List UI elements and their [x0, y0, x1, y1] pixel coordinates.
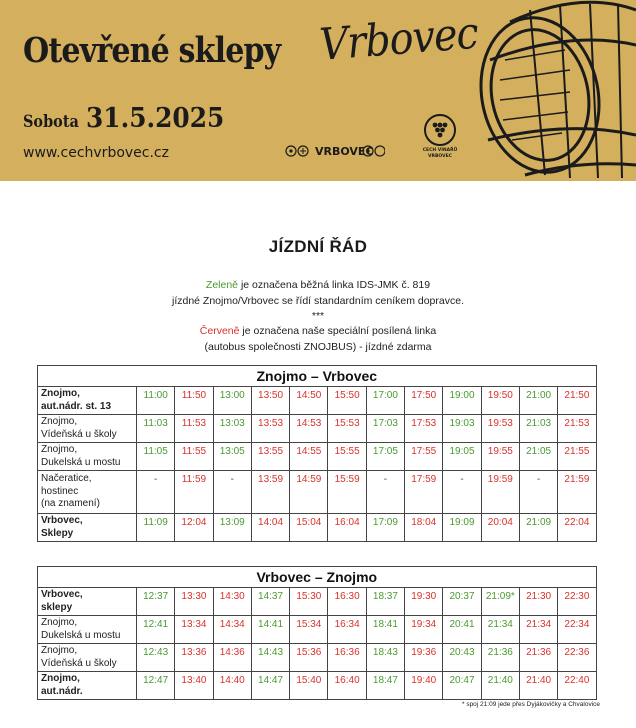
departure-time: 12:47	[137, 672, 175, 700]
timetable-caption: Vrbovec – Znojmo	[38, 567, 597, 588]
departure-time: 22:40	[558, 672, 596, 700]
departure-time: 13:05	[213, 443, 251, 471]
departure-time: 12:41	[137, 616, 175, 644]
departure-time: 15:30	[290, 588, 328, 616]
departure-time: 14:41	[251, 616, 289, 644]
departure-time: 13:00	[213, 387, 251, 415]
departure-time: 21:53	[558, 415, 596, 443]
departure-time: 18:47	[366, 672, 404, 700]
departure-time: 17:55	[405, 443, 443, 471]
departure-time: 16:04	[328, 514, 366, 542]
red-label: Červeně	[199, 325, 240, 337]
departure-time: 15:59	[328, 471, 366, 514]
stop-name: Vrbovec, Sklepy	[38, 514, 137, 542]
departure-time: 14:53	[290, 415, 328, 443]
departure-time: 16:36	[328, 644, 366, 672]
departure-time: 22:04	[558, 514, 596, 542]
departure-time: 19:09	[443, 514, 481, 542]
timetable-znojmo-vrbovec	[37, 365, 597, 542]
departure-time: 18:41	[366, 616, 404, 644]
departure-time: 16:30	[328, 588, 366, 616]
event-date: 31.5.2025	[86, 103, 225, 134]
departure-time: 13:36	[175, 644, 213, 672]
table-row	[38, 672, 597, 700]
departure-time: 19:05	[443, 443, 481, 471]
departure-time: 14:04	[251, 514, 289, 542]
departure-time: 14:36	[213, 644, 251, 672]
departure-time: 20:47	[443, 672, 481, 700]
departure-time: 13:55	[251, 443, 289, 471]
note-line-4: (autobus společnosti ZNOJBUS) - jízdné zdarma	[204, 341, 432, 353]
departure-time: 13:40	[175, 672, 213, 700]
departure-time: 13:09	[213, 514, 251, 542]
table-row	[38, 387, 597, 415]
departure-time: 19:50	[481, 387, 519, 415]
departure-time: 13:30	[175, 588, 213, 616]
departure-time: 13:59	[251, 471, 289, 514]
green-label: Zeleně	[205, 279, 239, 291]
departure-time: 12:43	[137, 644, 175, 672]
departure-time: 21:59	[558, 471, 596, 514]
guild-logo	[420, 113, 460, 173]
departure-time: 18:04	[405, 514, 443, 542]
departure-time: 17:05	[366, 443, 404, 471]
vrbovec-logo	[285, 143, 385, 161]
event-title: Otevřené sklepy	[23, 30, 281, 71]
departure-time: -	[213, 471, 251, 514]
departure-time: 21:40	[481, 672, 519, 700]
departure-time: 20:37	[443, 588, 481, 616]
departure-time: 19:40	[405, 672, 443, 700]
departure-time: -	[137, 471, 175, 514]
departure-time: 19:34	[405, 616, 443, 644]
departure-time: 16:40	[328, 672, 366, 700]
stop-name: Znojmo, Vídeňská u školy	[38, 415, 137, 443]
departure-time: 21:55	[558, 443, 596, 471]
barrel-illustration	[470, 0, 636, 181]
departure-time: 17:53	[405, 415, 443, 443]
departure-time: 21:00	[519, 387, 557, 415]
departure-time: 11:55	[175, 443, 213, 471]
departure-time: 19:03	[443, 415, 481, 443]
departure-time: 19:00	[443, 387, 481, 415]
departure-time: -	[519, 471, 557, 514]
departure-time: 13:50	[251, 387, 289, 415]
table-row	[38, 443, 597, 471]
stop-name: Znojmo, aut.nádr.	[38, 672, 137, 700]
note-separator: ***	[311, 310, 325, 322]
departure-time: 14:55	[290, 443, 328, 471]
departure-time: 17:03	[366, 415, 404, 443]
stop-name: Vrbovec, sklepy	[38, 588, 137, 616]
stop-name: Znojmo, Dukelská u mostu	[38, 616, 137, 644]
vrbovec-logo-text: VRBOVEC	[315, 145, 374, 158]
departure-time: 13:03	[213, 415, 251, 443]
departure-time: 21:05	[519, 443, 557, 471]
departure-time: 13:34	[175, 616, 213, 644]
departure-time: 19:36	[405, 644, 443, 672]
departure-time: 15:53	[328, 415, 366, 443]
departure-time: 19:55	[481, 443, 519, 471]
departure-time: -	[443, 471, 481, 514]
departure-time: 15:04	[290, 514, 328, 542]
note-line-2: jízdné Znojmo/Vrbovec se řídí standardním ceníkem dopravce.	[171, 295, 464, 307]
departure-time: 13:53	[251, 415, 289, 443]
event-website: www.cechvrbovec.cz	[23, 145, 169, 161]
departure-time: 15:34	[290, 616, 328, 644]
departure-time: 21:40	[519, 672, 557, 700]
note-line-3-text: je označena naše speciální posílená linka	[239, 325, 437, 337]
departure-time: 11:03	[137, 415, 175, 443]
departure-time: 22:34	[558, 616, 596, 644]
departure-time: 19:59	[481, 471, 519, 514]
departure-time: 14:43	[251, 644, 289, 672]
departure-time: 14:50	[290, 387, 328, 415]
guild-logo-line2: VRBOVEC	[428, 154, 452, 159]
departure-time: 11:53	[175, 415, 213, 443]
departure-time: 17:00	[366, 387, 404, 415]
departure-time: 21:09	[519, 514, 557, 542]
departure-time: 21:09*	[481, 588, 519, 616]
departure-time: 19:30	[405, 588, 443, 616]
departure-time: 22:36	[558, 644, 596, 672]
table-row	[38, 415, 597, 443]
table-row	[38, 588, 597, 616]
departure-time: 11:05	[137, 443, 175, 471]
table-row	[38, 514, 597, 542]
stop-name: Znojmo, aut.nádr. st. 13	[38, 387, 137, 415]
departure-time: 16:34	[328, 616, 366, 644]
departure-time: 14:30	[213, 588, 251, 616]
departure-time: 19:53	[481, 415, 519, 443]
departure-time: 15:40	[290, 672, 328, 700]
footnote: * spoj 21:09 jede přes Dyjákovičky a Chvalovice	[461, 701, 600, 708]
stop-name: Znojmo, Vídeňská u školy	[38, 644, 137, 672]
departure-time: 11:09	[137, 514, 175, 542]
departure-time: 11:50	[175, 387, 213, 415]
departure-time: 17:09	[366, 514, 404, 542]
departure-time: 21:36	[519, 644, 557, 672]
note-line-1-text: je označena běžná linka IDS-JMK č. 819	[238, 279, 431, 291]
departure-time: 15:50	[328, 387, 366, 415]
timetable-vrbovec-znojmo	[37, 566, 597, 700]
departure-time: 21:50	[558, 387, 596, 415]
guild-logo-line1: CECH VINAŘŮ	[422, 148, 458, 153]
departure-time: 12:37	[137, 588, 175, 616]
departure-time: 11:59	[175, 471, 213, 514]
event-script-title: Vrbovec	[318, 7, 480, 71]
table-row	[38, 644, 597, 672]
table-row	[38, 471, 597, 514]
departure-time: 17:50	[405, 387, 443, 415]
departure-time: -	[366, 471, 404, 514]
departure-time: 14:59	[290, 471, 328, 514]
note-line-1	[0, 279, 636, 291]
departure-time: 18:43	[366, 644, 404, 672]
departure-time: 21:03	[519, 415, 557, 443]
departure-time: 20:04	[481, 514, 519, 542]
stop-name: Znojmo, Dukelská u mostu	[38, 443, 137, 471]
departure-time: 15:36	[290, 644, 328, 672]
departure-time: 21:34	[519, 616, 557, 644]
departure-time: 11:00	[137, 387, 175, 415]
event-banner	[0, 0, 636, 181]
departure-time: 20:43	[443, 644, 481, 672]
departure-time: 12:04	[175, 514, 213, 542]
departure-time: 14:34	[213, 616, 251, 644]
event-day: Sobota	[23, 112, 79, 132]
departure-time: 20:41	[443, 616, 481, 644]
departure-time: 14:47	[251, 672, 289, 700]
glass-icon	[375, 146, 385, 156]
page-title: JÍZDNÍ ŘÁD	[268, 237, 368, 256]
departure-time: 22:30	[558, 588, 596, 616]
departure-time: 15:55	[328, 443, 366, 471]
departure-time: 21:30	[519, 588, 557, 616]
departure-time: 21:36	[481, 644, 519, 672]
stop-name: Načeratice, hostinec (na znamení)	[38, 471, 137, 514]
note-line-3	[0, 325, 636, 337]
timetable-caption: Znojmo – Vrbovec	[38, 366, 597, 387]
departure-time: 21:34	[481, 616, 519, 644]
table-row	[38, 616, 597, 644]
departure-time: 14:40	[213, 672, 251, 700]
departure-time: 18:37	[366, 588, 404, 616]
departure-time: 17:59	[405, 471, 443, 514]
departure-time: 14:37	[251, 588, 289, 616]
